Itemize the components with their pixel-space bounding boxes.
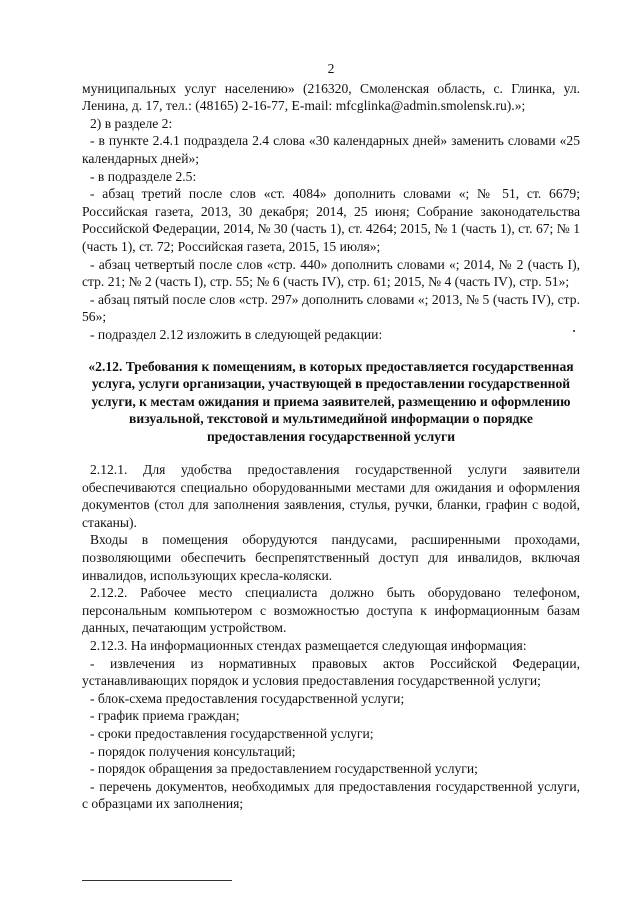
amendments-block (82, 80, 580, 344)
list-item: - порядок обращения за предоставлением государственной услуги; (90, 761, 478, 777)
paragraph: 2.12.1. Для удобства предоставления государственной услуги заявители обеспечиваются специально оборудованными местами для ожидания и оформления документов (стол для заполнения заявления, стулья, ручки, бланки, графин с водой, стаканы). (82, 462, 580, 530)
paragraph: - абзац третий после слов «ст. 4084» дополнить словами «; № 51, ст. 6679; Российская газета, 2013, 30 декабря; 2014, 25 июня; Собрание законодательства Российской Федерации, 2014, № 30 (часть 1), ст. 4264; 2015, № 1 (часть 1), ст. 67; № 1 (часть 1), ст. 72; Российская газета, 2015, 15 июля»; (82, 186, 580, 254)
paragraph: - абзац четвертый после слов «стр. 440» дополнить словами «; 2014, № 2 (часть I), стр. 21; № 2 (часть I), стр. 55; № 6 (часть IV), стр. 61; 2015, № 4 (часть IV), стр. 51»; (82, 256, 580, 290)
paragraph: 2.12.3. На информационных стендах размещается следующая информация: (90, 637, 527, 653)
list-item: - сроки предоставления государственной услуги; (90, 725, 374, 741)
scan-speck (573, 330, 575, 332)
paragraph: 2) в разделе 2: (90, 115, 173, 131)
paragraph: 2.12.2. Рабочее место специалиста должно быть оборудовано телефоном, персональным компьютером с возможностью доступа к информационным базам данных, печатающим устройством. (82, 585, 580, 636)
document-page (82, 60, 580, 813)
list-item: - извлечения из нормативных правовых актов Российской Федерации, устанавливающих порядок и условия предоставления государственной услуги; (82, 655, 580, 689)
paragraph: - подраздел 2.12 изложить в следующей редакции: (90, 326, 383, 342)
list-item: - перечень документов, необходимых для предоставления государственной услуги, с образцами их заполнения; (82, 778, 580, 812)
paragraph: муниципальных услуг населению» (216320, Смоленская область, с. Глинка, ул. Ленина, д. 17, тел.: (48165) 2-16-77, E-mail: mfcglinka@admin.smolensk.ru).»; (82, 80, 580, 114)
paragraph: - абзац пятый после слов «стр. 297» дополнить словами «; 2013, № 5 (часть IV), стр. 56»; (82, 291, 580, 325)
list-item: - блок-схема предоставления государственной услуги; (90, 690, 405, 706)
paragraph: - в пункте 2.4.1 подраздела 2.4 слова «30 календарных дней» заменить словами «25 календарных дней»; (82, 133, 580, 166)
list-item: - график приема граждан; (90, 708, 240, 724)
paragraph: Входы в помещения оборудуются пандусами, расширенными проходами, позволяющими обеспечить беспрепятственный доступ для инвалидов, включая инвалидов, использующих кресла-коляски. (82, 532, 580, 583)
info-list (82, 655, 580, 813)
section-body (82, 461, 580, 655)
paragraph: - в подразделе 2.5: (90, 168, 197, 184)
page-number: 2 (327, 61, 335, 76)
section-heading: «2.12. Требования к помещениям, в которых предоставляется государственная услуга, услуги организации, участвующей в предоставлении государственной услуги, к местам ожидания и приема заявителей, размещению и оформлению визуальной, текстовой и мультимедийной информации о порядке предоставления государственной услуги (88, 358, 574, 444)
list-item: - порядок получения консультаций; (90, 743, 296, 759)
footer-rule (82, 880, 232, 881)
